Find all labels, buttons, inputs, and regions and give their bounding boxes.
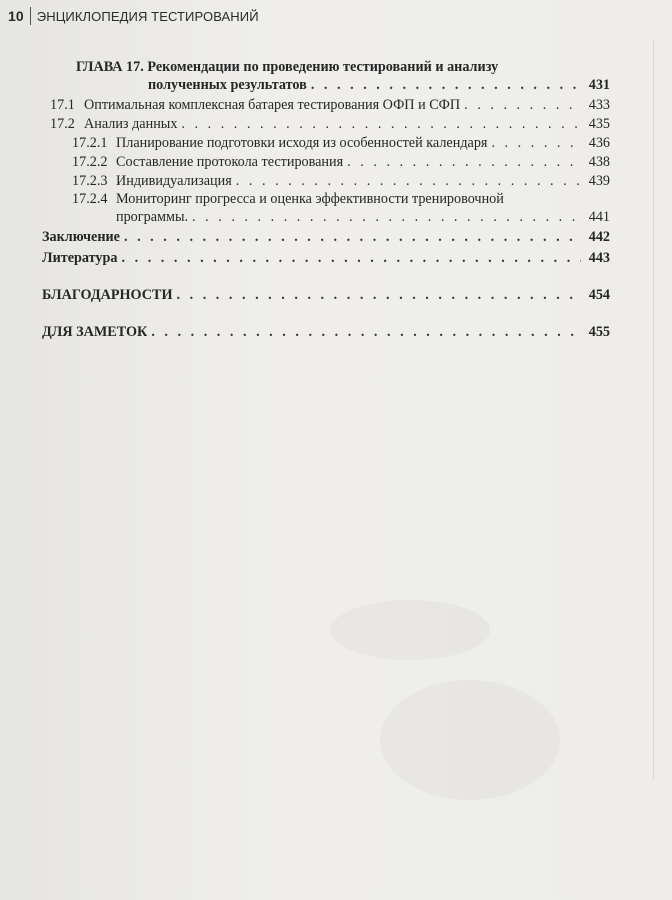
page-fold-shadow [653, 40, 654, 780]
section-title-line2: программы. [116, 209, 189, 225]
section-title: Индивидуализация [116, 173, 232, 189]
literature-page: 443 [588, 250, 610, 266]
section-page: 433 [588, 97, 610, 113]
toc-entry-notes [42, 324, 610, 341]
section-number: 17.2.2 [72, 154, 108, 170]
leader-dots [151, 324, 581, 341]
notes-title: ДЛЯ ЗАМЕТОК [42, 324, 148, 340]
toc-entry-17-2-4 [116, 209, 610, 226]
page-number: 10 [8, 8, 24, 24]
leader-dots [311, 77, 581, 94]
literature-title: Литература [42, 250, 118, 266]
paper-texture [380, 680, 560, 800]
notes-page: 455 [588, 324, 610, 340]
section-page: 436 [588, 135, 610, 151]
section-title: Составление протокола тестирования [116, 154, 344, 170]
leader-dots [192, 209, 581, 226]
section-page: 439 [588, 173, 610, 189]
leader-dots [464, 97, 581, 114]
toc-entry-17-2-1 [72, 135, 610, 152]
section-number: 17.1 [50, 97, 75, 113]
toc-entry-17-2-2 [72, 154, 610, 171]
section-title: Оптимальная комплексная батарея тестирования ОФП и СФП [84, 97, 461, 113]
toc-entry-chapter-17 [148, 77, 610, 94]
leader-dots [122, 250, 582, 267]
conclusion-title: Заключение [42, 229, 120, 245]
section-title: Планирование подготовки исходя из особенностей календаря [116, 135, 488, 151]
chapter-17-page: 431 [588, 77, 610, 93]
section-number: 17.2.4 [72, 191, 108, 207]
toc-entry-conclusion [42, 229, 610, 246]
section-page: 435 [588, 116, 610, 132]
conclusion-page: 442 [588, 229, 610, 245]
toc-entry-17-1 [50, 97, 610, 114]
section-title: Анализ данных [84, 116, 178, 132]
section-number: 17.2.1 [72, 135, 108, 151]
paper-texture [330, 600, 490, 660]
section-title-line1: Мониторинг прогресса и оценка эффективности тренировочной [116, 191, 504, 207]
toc-entry-17-2-4-line1 [72, 191, 504, 208]
thanks-title: БЛАГОДАРНОСТИ [42, 287, 173, 303]
section-page: 441 [588, 209, 610, 225]
leader-dots [347, 154, 581, 171]
section-number: 17.2 [50, 116, 75, 132]
running-header [8, 6, 259, 26]
chapter-17-title-line1: ГЛАВА 17. Рекомендации по проведению тестирований и анализу [76, 59, 499, 75]
leader-dots [236, 173, 581, 190]
leader-dots [491, 135, 581, 152]
toc-entry-thanks [42, 287, 610, 304]
running-title: ЭНЦИКЛОПЕДИЯ ТЕСТИРОВАНИЙ [36, 8, 259, 24]
leader-dots [124, 229, 581, 246]
section-number: 17.2.3 [72, 173, 108, 189]
chapter-17-title-line2: полученных результатов [148, 77, 307, 93]
section-page: 438 [588, 154, 610, 170]
toc-entry-literature [42, 250, 610, 267]
thanks-page: 454 [588, 287, 610, 303]
leader-dots [177, 287, 581, 304]
header-divider [30, 7, 31, 25]
toc-entry-17-2-3 [72, 173, 610, 190]
toc-entry-17-2 [50, 116, 610, 133]
leader-dots [181, 116, 581, 133]
